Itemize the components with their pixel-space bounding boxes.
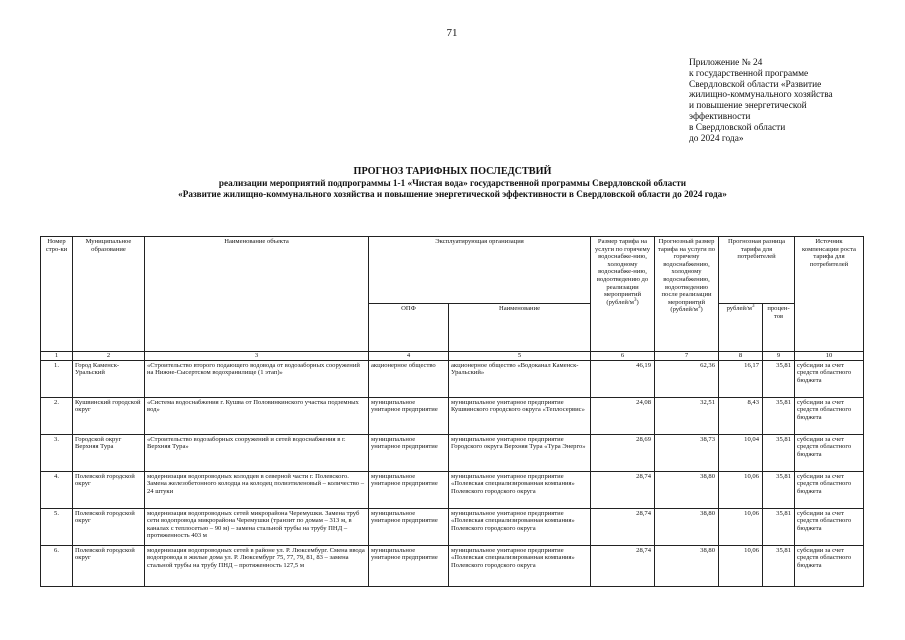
appendix-line: к государственной программе: [689, 68, 809, 79]
cell-row-number: 6.: [41, 545, 73, 586]
cell-tariff-before: 24,08: [591, 397, 655, 434]
cell-diff-pct: 35,81: [763, 434, 795, 471]
closing-paren: ): [636, 298, 639, 306]
cell-municipality: Полевской городской округ: [73, 545, 145, 586]
cell-object: «Строительство второго подающего водовода от водозаборных сооружений на Нижне-Сысертском водохранилище (1 этап)»: [145, 360, 369, 397]
header-tariff-before: [591, 237, 655, 352]
appendix-line: и повышение энергетической: [689, 101, 807, 112]
cell-source: субсидии за счет средств областного бюджета: [795, 360, 864, 397]
header-diff-rub-text: рублей/м: [726, 305, 752, 313]
closing-paren: ): [700, 306, 703, 314]
column-number: 6: [591, 352, 655, 361]
cell-tariff-before: 28,74: [591, 471, 655, 508]
cell-object: модернизация водопроводных колодцев в северной части г. Полевского. Замена железобетонного колодца на колодец полиэтиленовый – количество – 24 штуки: [145, 471, 369, 508]
cell-org-name: муниципальное унитарное предприятие Кушвинского городского округа «Теплосервис»: [449, 397, 591, 434]
column-number: 2: [73, 352, 145, 361]
tariff-table: [40, 236, 864, 587]
cell-source: субсидии за счет средств областного бюджета: [795, 434, 864, 471]
cell-row-number: 4.: [41, 471, 73, 508]
cell-diff-pct: 35,81: [763, 508, 795, 545]
cell-municipality: Полевской городской округ: [73, 471, 145, 508]
cell-tariff-after: 62,36: [655, 360, 719, 397]
appendix-line: Свердловской области «Развитие: [689, 79, 822, 90]
superscript: 3: [751, 304, 755, 310]
column-number: 4: [369, 352, 449, 361]
header-tariff-before-text: Размер тарифа на услуги по горячему водоснабже-нию, холодному водоснабже-нию, водоотведению до реализации мероприятий (рублей/м: [594, 238, 651, 306]
cell-opf: акционерное общество: [369, 360, 449, 397]
cell-diff-pct: 35,81: [763, 360, 795, 397]
appendix-line: в Свердловской области: [689, 122, 786, 133]
cell-diff-rub: 10,06: [719, 471, 763, 508]
cell-org-name: муниципальное унитарное предприятие «Полевская специализированная компания» Полевского городского округа: [449, 545, 591, 586]
cell-tariff-after: 38,80: [655, 545, 719, 586]
cell-row-number: 1.: [41, 360, 73, 397]
cell-opf: муниципальное унитарное предприятие: [369, 508, 449, 545]
cell-opf: муниципальное унитарное предприятие: [369, 471, 449, 508]
cell-source: субсидии за счет средств областного бюджета: [795, 471, 864, 508]
header-row-number: Номер стро-ки: [41, 237, 73, 352]
cell-source: субсидии за счет средств областного бюджета: [795, 397, 864, 434]
header-compensation-source: Источник компенсации роста тарифа для потребителей: [795, 237, 864, 352]
cell-object: «Система водоснабжения г. Кушва от Половинкинского участка подземных вод»: [145, 397, 369, 434]
cell-tariff-after: 38,80: [655, 508, 719, 545]
cell-municipality: Городской округ Верхняя Тура: [73, 434, 145, 471]
table-row: [41, 360, 864, 397]
cell-tariff-before: 28,74: [591, 545, 655, 586]
header-tariff-after: [655, 237, 719, 352]
cell-tariff-after: 38,73: [655, 434, 719, 471]
table-row: [41, 508, 864, 545]
cell-source: субсидии за счет средств областного бюджета: [795, 508, 864, 545]
cell-object: модернизация водопроводных сетей микрорайона Черемушки. Замена труб сети водопровода микрорайона Черемушки (транзит по домам – 313 м, в каналах с теплосетью – 90 м) – замена стальной трубы на трубу ПНД – протяженность 403 м: [145, 508, 369, 545]
table-row: [41, 545, 864, 586]
page-number: 71: [446, 27, 458, 39]
header-org-name: Наименование: [449, 304, 591, 352]
cell-tariff-after: 32,51: [655, 397, 719, 434]
column-number-row: [41, 352, 864, 361]
header-tariff-after-text: Прогнозный размер тарифа на услуги по горячему водоснабжению, холодному водоснабжению, водоотведению после реализации мероприятий (рублей/м: [657, 238, 716, 314]
appendix-line: до 2024 года»: [689, 133, 744, 144]
cell-tariff-after: 38,80: [655, 471, 719, 508]
cell-municipality: Город Каменск-Уральский: [73, 360, 145, 397]
superscript: 3: [697, 305, 701, 311]
appendix-block: [689, 58, 894, 144]
cell-diff-rub: 10,06: [719, 508, 763, 545]
cell-diff-rub: 16,17: [719, 360, 763, 397]
table-row: [41, 397, 864, 434]
cell-municipality: Полевской городской округ: [73, 508, 145, 545]
column-number: 8: [719, 352, 763, 361]
cell-org-name: муниципальное унитарное предприятие Городского округа Верхняя Тура «Тура Энерго»: [449, 434, 591, 471]
cell-object: «Строительство водозаборных сооружений и сетей водоснабжения в г. Верхняя Тура»: [145, 434, 369, 471]
document-subtitle-2: «Развитие жилищно-коммунального хозяйства и повышение энергетической эффективности в Свердловской области до 2024 года»: [178, 189, 727, 199]
header-municipality: Муниципальное образование: [73, 237, 145, 352]
cell-diff-pct: 35,81: [763, 397, 795, 434]
cell-municipality: Кушвинский городской округ: [73, 397, 145, 434]
cell-org-name: акционерное общество «Водоканал Каменск-Уральский»: [449, 360, 591, 397]
superscript: 3: [633, 297, 637, 303]
cell-row-number: 5.: [41, 508, 73, 545]
cell-row-number: 3.: [41, 434, 73, 471]
header-object: Наименование объекта: [145, 237, 369, 352]
document-heading: [0, 166, 905, 200]
header-opf: ОПФ: [369, 304, 449, 352]
header-tariff-difference: Прогнозная разница тарифа для потребителей: [719, 237, 795, 304]
header-operating-organization: Эксплуатирующая организация: [369, 237, 591, 304]
table-row: [41, 471, 864, 508]
appendix-line: эффективности: [689, 111, 751, 122]
column-number: 7: [655, 352, 719, 361]
header-diff-pct: процен-тов: [763, 304, 795, 352]
cell-object: модернизация водопроводных сетей в районе ул. Р. Люксембург. Смена ввода водопровода в жилые дома ул. Р. Люксембург 75, 77, 79, 81, 83 – замена стальной трубы на трубу ПНД – протяженность 127,5 м: [145, 545, 369, 586]
table-row: [41, 434, 864, 471]
cell-diff-pct: 35,81: [763, 545, 795, 586]
cell-opf: муниципальное унитарное предприятие: [369, 397, 449, 434]
cell-tariff-before: 28,69: [591, 434, 655, 471]
cell-diff-pct: 35,81: [763, 471, 795, 508]
appendix-line: жилищно-коммунального хозяйства: [689, 90, 833, 101]
cell-diff-rub: 8,43: [719, 397, 763, 434]
header-diff-rub: [719, 304, 763, 352]
cell-org-name: муниципальное унитарное предприятие «Полевская специализированная компания» Полевского городского округа: [449, 508, 591, 545]
cell-diff-rub: 10,06: [719, 545, 763, 586]
cell-opf: муниципальное унитарное предприятие: [369, 545, 449, 586]
cell-source: субсидии за счет средств областного бюджета: [795, 545, 864, 586]
cell-org-name: муниципальное унитарное предприятие «Полевская специализированная компания» Полевского городского округа: [449, 471, 591, 508]
cell-tariff-before: 46,19: [591, 360, 655, 397]
column-number: 1: [41, 352, 73, 361]
cell-row-number: 2.: [41, 397, 73, 434]
document-title: ПРОГНОЗ ТАРИФНЫХ ПОСЛЕДСТВИЙ: [353, 166, 552, 177]
cell-tariff-before: 28,74: [591, 508, 655, 545]
column-number: 10: [795, 352, 864, 361]
cell-diff-rub: 10,04: [719, 434, 763, 471]
appendix-line: Приложение № 24: [689, 58, 763, 68]
column-number: 5: [449, 352, 591, 361]
cell-opf: муниципальное унитарное предприятие: [369, 434, 449, 471]
column-number: 3: [145, 352, 369, 361]
column-number: 9: [763, 352, 795, 361]
document-subtitle-1: реализации мероприятий подпрограммы 1-1 «Чистая вода» государственной программы Свердловской области: [218, 178, 687, 188]
